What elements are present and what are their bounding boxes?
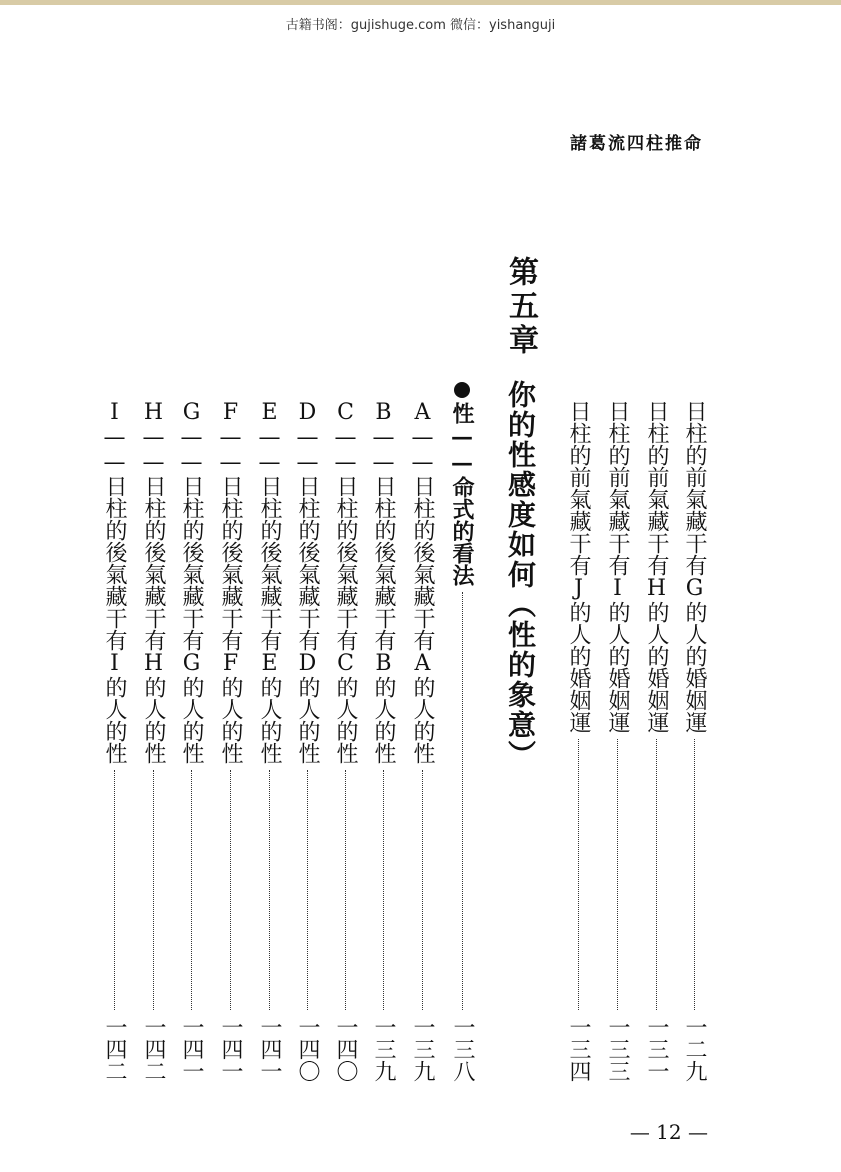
watermark: 古籍书阁：gujishuge.com 微信：yishanguji [285,18,556,33]
page-folio: — 12 — [629,1120,708,1144]
toc-page-number: 一四二 [102,1016,127,1082]
bullet-icon [454,382,470,398]
chapter-title: 你的性感度如何（性的象意） [504,380,537,770]
dot-leader [578,739,579,1010]
toc-entry-c[interactable] [328,400,362,1082]
dot-leader [191,770,192,1010]
toc-entry-j[interactable] [561,400,595,1082]
dot-leader [383,770,384,1010]
dot-leader [345,770,346,1010]
toc-entry-text: H——日柱的後氣藏干有H的人的性 [141,400,166,764]
toc-page-number: 一三九 [410,1016,435,1082]
toc-entry-g2[interactable] [174,400,208,1082]
toc-page-number: 一三三 [605,1016,630,1082]
toc-page-number: 一三八 [450,1016,475,1082]
toc-entry-text: 日柱的前氣藏干有G的人的婚姻運 [682,400,707,733]
toc-entry-text: B——日柱的後氣藏干有B的人的性 [371,400,396,764]
running-head: 諸葛流四柱推命 [570,134,703,154]
toc-page-number: 一二九 [682,1016,707,1082]
dot-leader [462,592,463,1010]
toc-entry-g[interactable] [677,400,711,1082]
top-border-strip [0,0,841,5]
dot-leader [269,770,270,1010]
dot-leader [307,770,308,1010]
dot-leader [230,770,231,1010]
toc-page-number: 一四一 [179,1016,204,1082]
dot-leader [656,739,657,1010]
toc-entry-f[interactable] [213,400,247,1082]
toc-entry-text: G——日柱的後氣藏干有G的人的性 [179,400,204,764]
toc-entry-i[interactable] [600,400,634,1082]
section-text: 性——命式的看法 [449,402,475,586]
toc-entry-i2[interactable] [97,400,131,1082]
dot-leader [422,770,423,1010]
toc-entry-text: 日柱的前氣藏干有H的人的婚姻運 [644,400,669,733]
toc-entry-b[interactable] [366,400,400,1082]
toc-entry-e[interactable] [252,400,286,1082]
toc-page-number: 一三一 [644,1016,669,1082]
dot-leader [153,770,154,1010]
toc-entry-h2[interactable] [136,400,170,1082]
dot-leader [617,739,618,1010]
toc-entry-text: 日柱的前氣藏干有J的人的婚姻運 [566,400,591,733]
toc-page-number: 一四〇 [295,1016,320,1082]
toc-entry-text: F——日柱的後氣藏干有F的人的性 [218,400,243,764]
toc-entry-text: E——日柱的後氣藏干有E的人的性 [257,400,282,764]
toc-page-number: 一四一 [218,1016,243,1082]
toc-page-number: 一三九 [371,1016,396,1082]
chapter-number: 第五章 [503,256,538,358]
toc-entry-text: C——日柱的後氣藏干有C的人的性 [333,400,358,764]
toc-page-number: 一四一 [257,1016,282,1082]
toc-entry-text: I——日柱的後氣藏干有I的人的性 [102,400,127,764]
toc-entry-text: 日柱的前氣藏干有I的人的婚姻運 [605,400,630,733]
toc-entry-text: A——日柱的後氣藏干有A的人的性 [410,400,435,764]
dot-leader [694,739,695,1010]
toc-entry-a[interactable] [405,400,439,1082]
toc-page-number: 一三四 [566,1016,591,1082]
toc-page-number: 一四〇 [333,1016,358,1082]
toc-section-heading[interactable] [445,382,479,1082]
toc-entry-h[interactable] [639,400,673,1082]
toc-entry-text: D——日柱的後氣藏干有D的人的性 [295,400,320,764]
toc-page-number: 一四二 [141,1016,166,1082]
dot-leader [114,770,115,1010]
toc-entry-d[interactable] [290,400,324,1082]
